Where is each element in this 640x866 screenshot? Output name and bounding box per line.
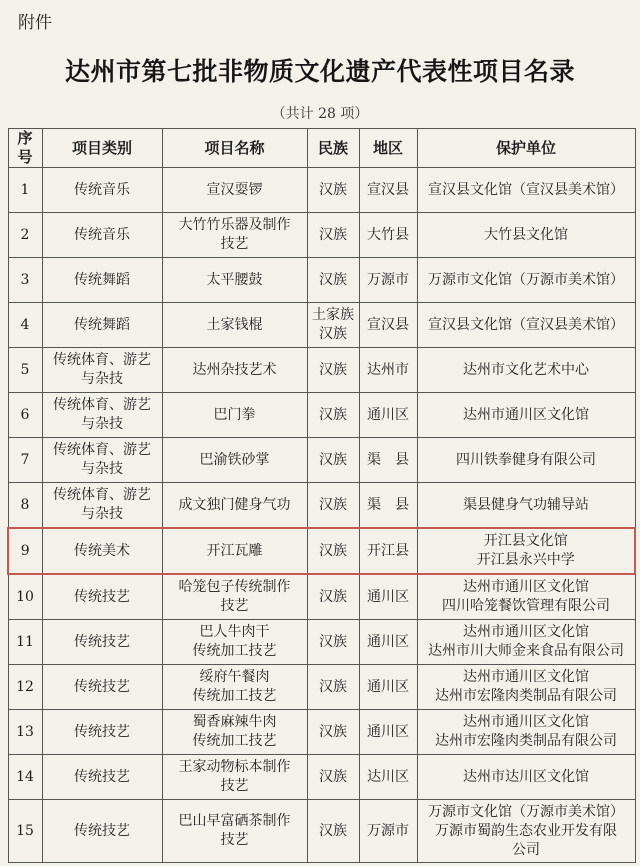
cell-seq: 11 — [8, 620, 42, 665]
cell-seq: 10 — [8, 574, 42, 620]
column-header-region: 地区 — [359, 129, 417, 168]
cell-region: 渠 县 — [359, 438, 417, 483]
cell-region: 通川区 — [359, 393, 417, 438]
cell-name: 巴渝铁砂掌 — [162, 438, 307, 483]
cell-ethnic: 汉族 — [307, 483, 359, 529]
cell-unit: 大竹县文化馆 — [417, 213, 635, 258]
cell-region: 万源市 — [359, 800, 417, 863]
cell-unit: 万源市文化馆（万源市美术馆） 万源市蜀韵生态农业开发有限 公司 — [417, 800, 635, 863]
cell-seq: 7 — [8, 438, 42, 483]
cell-unit: 达州市通川区文化馆 达州市川大师金来食品有限公司 — [417, 620, 635, 665]
cell-ethnic: 汉族 — [307, 710, 359, 755]
cell-unit: 达州市通川区文化馆 达州市宏隆肉类制品有限公司 — [417, 665, 635, 710]
cell-ethnic: 汉族 — [307, 665, 359, 710]
cell-seq: 6 — [8, 393, 42, 438]
table-row — [8, 528, 635, 574]
cell-unit: 开江县文化馆 开江县永兴中学 — [417, 528, 635, 574]
cell-name: 蜀香麻辣牛肉 传统加工技艺 — [162, 710, 307, 755]
cell-seq: 9 — [8, 528, 42, 574]
table-row — [8, 483, 635, 529]
cell-region: 宣汉县 — [359, 168, 417, 213]
cell-ethnic: 汉族 — [307, 528, 359, 574]
cell-region: 达州市 — [359, 348, 417, 393]
cell-seq: 12 — [8, 665, 42, 710]
table-row — [8, 348, 635, 393]
table-row — [8, 168, 635, 213]
cell-unit: 达州市通川区文化馆 达州市宏隆肉类制品有限公司 — [417, 710, 635, 755]
table-header-row — [8, 129, 635, 168]
cell-name: 太平腰鼓 — [162, 258, 307, 303]
table-body — [8, 168, 635, 863]
cell-ethnic: 汉族 — [307, 393, 359, 438]
cell-name: 宣汉耍锣 — [162, 168, 307, 213]
table-row — [8, 258, 635, 303]
table-row — [8, 800, 635, 863]
cell-region: 开江县 — [359, 528, 417, 574]
table-row — [8, 303, 635, 348]
cell-seq: 1 — [8, 168, 42, 213]
cell-region: 渠 县 — [359, 483, 417, 529]
cell-name: 巴人牛肉干 传统加工技艺 — [162, 620, 307, 665]
column-header-unit: 保护单位 — [417, 129, 635, 168]
cell-name: 开江瓦雕 — [162, 528, 307, 574]
cell-region: 大竹县 — [359, 213, 417, 258]
cell-ethnic: 土家族 汉族 — [307, 303, 359, 348]
cell-category: 传统美术 — [42, 528, 162, 574]
cell-name: 土家钱棍 — [162, 303, 307, 348]
cell-unit: 渠县健身气功辅导站 — [417, 483, 635, 529]
cell-unit: 达州市文化艺术中心 — [417, 348, 635, 393]
cell-seq: 2 — [8, 213, 42, 258]
cell-name: 王家动物标本制作 技艺 — [162, 755, 307, 800]
cell-category: 传统技艺 — [42, 710, 162, 755]
cell-ethnic: 汉族 — [307, 620, 359, 665]
cell-region: 通川区 — [359, 620, 417, 665]
cell-category: 传统技艺 — [42, 574, 162, 620]
cell-category: 传统体育、游艺 与杂技 — [42, 393, 162, 438]
cell-category: 传统技艺 — [42, 665, 162, 710]
table-row — [8, 755, 635, 800]
cell-category: 传统体育、游艺 与杂技 — [42, 438, 162, 483]
table-row — [8, 438, 635, 483]
heritage-table — [7, 128, 636, 863]
cell-ethnic: 汉族 — [307, 168, 359, 213]
cell-region: 达川区 — [359, 755, 417, 800]
cell-category: 传统音乐 — [42, 213, 162, 258]
cell-name: 巴山早富硒茶制作 技艺 — [162, 800, 307, 863]
cell-category: 传统体育、游艺 与杂技 — [42, 483, 162, 529]
cell-name: 达州杂技艺术 — [162, 348, 307, 393]
table-row — [8, 574, 635, 620]
cell-unit: 四川铁拳健身有限公司 — [417, 438, 635, 483]
cell-category: 传统舞蹈 — [42, 303, 162, 348]
cell-category: 传统技艺 — [42, 800, 162, 863]
cell-seq: 14 — [8, 755, 42, 800]
cell-seq: 3 — [8, 258, 42, 303]
cell-category: 传统技艺 — [42, 755, 162, 800]
cell-unit: 万源市文化馆（万源市美术馆） — [417, 258, 635, 303]
cell-ethnic: 汉族 — [307, 438, 359, 483]
cell-seq: 4 — [8, 303, 42, 348]
cell-unit: 达州市通川区文化馆 四川哈笼餐饮管理有限公司 — [417, 574, 635, 620]
cell-ethnic: 汉族 — [307, 348, 359, 393]
column-header-ethnic: 民族 — [307, 129, 359, 168]
cell-name: 哈笼包子传统制作 技艺 — [162, 574, 307, 620]
cell-category: 传统音乐 — [42, 168, 162, 213]
table-row — [8, 620, 635, 665]
table-row — [8, 665, 635, 710]
cell-unit: 宣汉县文化馆（宣汉县美术馆） — [417, 168, 635, 213]
cell-ethnic: 汉族 — [307, 800, 359, 863]
cell-region: 通川区 — [359, 665, 417, 710]
cell-name: 巴门拳 — [162, 393, 307, 438]
cell-name: 绥府午餐肉 传统加工技艺 — [162, 665, 307, 710]
cell-ethnic: 汉族 — [307, 258, 359, 303]
cell-seq: 13 — [8, 710, 42, 755]
cell-region: 宣汉县 — [359, 303, 417, 348]
cell-category: 传统舞蹈 — [42, 258, 162, 303]
cell-name: 大竹竹乐器及制作 技艺 — [162, 213, 307, 258]
cell-category: 传统技艺 — [42, 620, 162, 665]
cell-ethnic: 汉族 — [307, 213, 359, 258]
cell-region: 通川区 — [359, 574, 417, 620]
cell-region: 万源市 — [359, 258, 417, 303]
cell-ethnic: 汉族 — [307, 755, 359, 800]
cell-seq: 5 — [8, 348, 42, 393]
cell-category: 传统体育、游艺 与杂技 — [42, 348, 162, 393]
cell-unit: 达州市通川区文化馆 — [417, 393, 635, 438]
cell-unit: 宣汉县文化馆（宣汉县美术馆） — [417, 303, 635, 348]
cell-unit: 达州市达川区文化馆 — [417, 755, 635, 800]
attachment-label: 附件 — [18, 13, 52, 33]
cell-region: 通川区 — [359, 710, 417, 755]
cell-ethnic: 汉族 — [307, 574, 359, 620]
cell-seq: 15 — [8, 800, 42, 863]
column-header-seq: 序号 — [8, 129, 42, 168]
cell-seq: 8 — [8, 483, 42, 529]
table-row — [8, 393, 635, 438]
column-header-name: 项目名称 — [162, 129, 307, 168]
column-header-category: 项目类别 — [42, 129, 162, 168]
table-row — [8, 213, 635, 258]
item-count: （共计 28 项） — [271, 106, 369, 122]
cell-name: 成文独门健身气功 — [162, 483, 307, 529]
table-row — [8, 710, 635, 755]
page-title: 达州市第七批非物质文化遗产代表性项目名录 — [64, 57, 575, 86]
